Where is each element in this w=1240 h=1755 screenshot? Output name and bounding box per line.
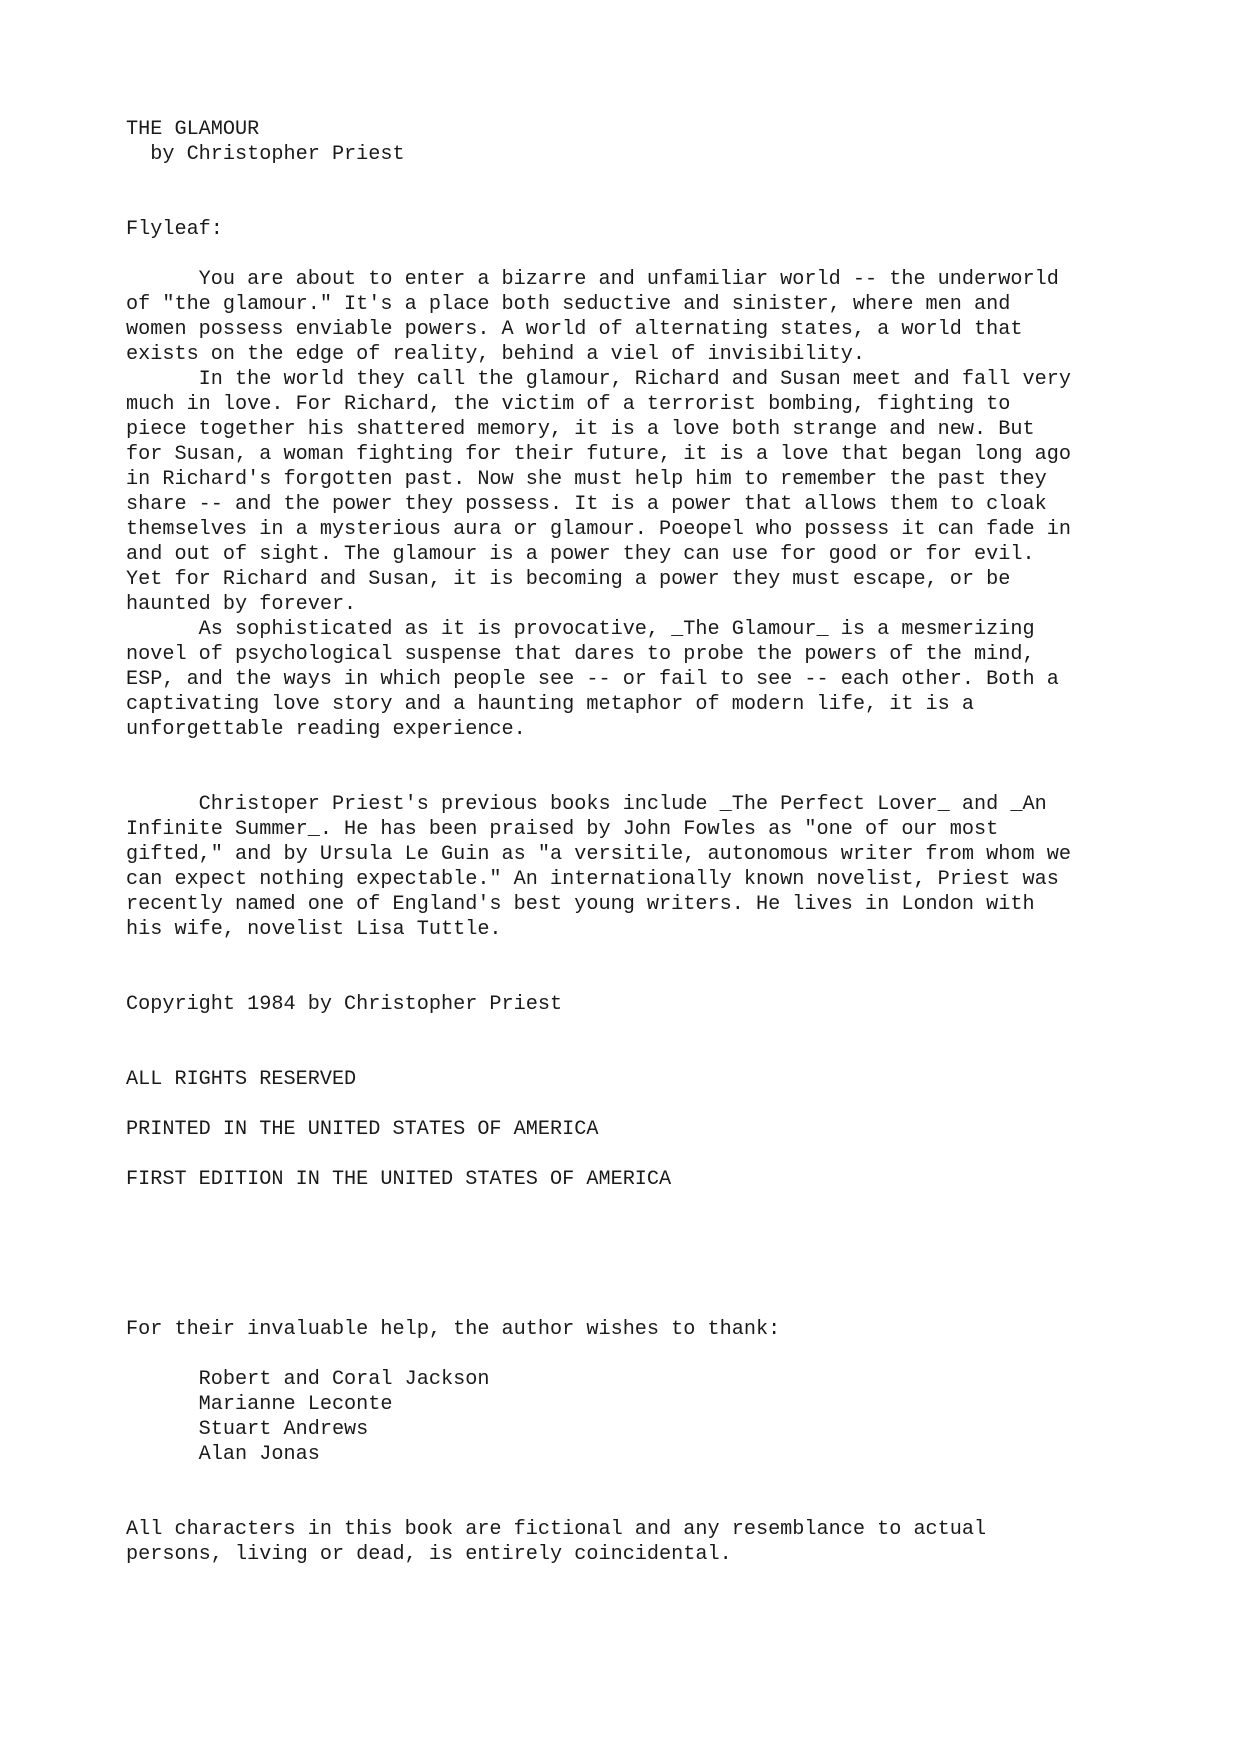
edition-notice: FIRST EDITION IN THE UNITED STATES OF AMERICA	[126, 1168, 672, 1191]
flyleaf-line: In the world they call the glamour, Richard and Susan meet and fall very	[126, 368, 1071, 391]
copyright-notice: Copyright 1984 by Christopher Priest	[126, 993, 563, 1016]
flyleaf-line: You are about to enter a bizarre and unfamiliar world -- the underworld	[126, 268, 1059, 291]
book-byline: by Christopher Priest	[126, 143, 405, 166]
flyleaf-line: in Richard's forgotten past. Now she must help him to remember the past they	[126, 468, 1047, 491]
flyleaf-label: Flyleaf:	[126, 218, 223, 241]
author-bio-line: can expect nothing expectable." An internationally known novelist, Priest was	[126, 868, 1059, 891]
printed-notice: PRINTED IN THE UNITED STATES OF AMERICA	[126, 1118, 599, 1141]
flyleaf-line: ESP, and the ways in which people see -- or fail to see -- each other. Both a	[126, 668, 1059, 691]
flyleaf-line: novel of psychological suspense that dares to probe the powers of the mind,	[126, 643, 1035, 666]
author-bio-line: his wife, novelist Lisa Tuttle.	[126, 918, 502, 941]
flyleaf-line: unforgettable reading experience.	[126, 718, 526, 741]
flyleaf-line: As sophisticated as it is provocative, _The Glamour_ is a mesmerizing	[126, 618, 1035, 641]
acknowledged-name: Marianne Leconte	[126, 1393, 393, 1416]
flyleaf-line: women possess enviable powers. A world of alternating states, a world that	[126, 318, 1023, 341]
flyleaf-line: and out of sight. The glamour is a power they can use for good or for evil.	[126, 543, 1035, 566]
acknowledged-name: Robert and Coral Jackson	[126, 1368, 490, 1391]
disclaimer-line: persons, living or dead, is entirely coincidental.	[126, 1543, 732, 1566]
book-title: THE GLAMOUR	[126, 118, 260, 141]
flyleaf-line: much in love. For Richard, the victim of a terrorist bombing, fighting to	[126, 393, 1011, 416]
flyleaf-line: themselves in a mysterious aura or glamour. Poeopel who possess it can fade in	[126, 518, 1071, 541]
flyleaf-line: of "the glamour." It's a place both seductive and sinister, where men and	[126, 293, 1011, 316]
rights-notice: ALL RIGHTS RESERVED	[126, 1068, 357, 1091]
acknowledged-name: Stuart Andrews	[126, 1418, 369, 1441]
author-bio-line: recently named one of England's best young writers. He lives in London with	[126, 893, 1035, 916]
author-bio-line: Infinite Summer_. He has been praised by John Fowles as "one of our most	[126, 818, 999, 841]
flyleaf-line: Yet for Richard and Susan, it is becoming a power they must escape, or be	[126, 568, 1011, 591]
flyleaf-line: exists on the edge of reality, behind a viel of invisibility.	[126, 343, 865, 366]
flyleaf-line: piece together his shattered memory, it is a love both strange and new. But	[126, 418, 1035, 441]
author-bio-line: Christoper Priest's previous books include _The Perfect Lover_ and _An	[126, 793, 1047, 816]
flyleaf-line: share -- and the power they possess. It is a power that allows them to cloak	[126, 493, 1047, 516]
flyleaf-line: captivating love story and a haunting metaphor of modern life, it is a	[126, 693, 975, 716]
acknowledgements-intro: For their invaluable help, the author wishes to thank:	[126, 1318, 781, 1341]
disclaimer-line: All characters in this book are fictional and any resemblance to actual	[126, 1518, 987, 1541]
author-bio-line: gifted," and by Ursula Le Guin as "a versitile, autonomous writer from whom we	[126, 843, 1071, 866]
flyleaf-line: haunted by forever.	[126, 593, 357, 616]
flyleaf-line: for Susan, a woman fighting for their future, it is a love that began long ago	[126, 443, 1071, 466]
acknowledged-name: Alan Jonas	[126, 1443, 320, 1466]
